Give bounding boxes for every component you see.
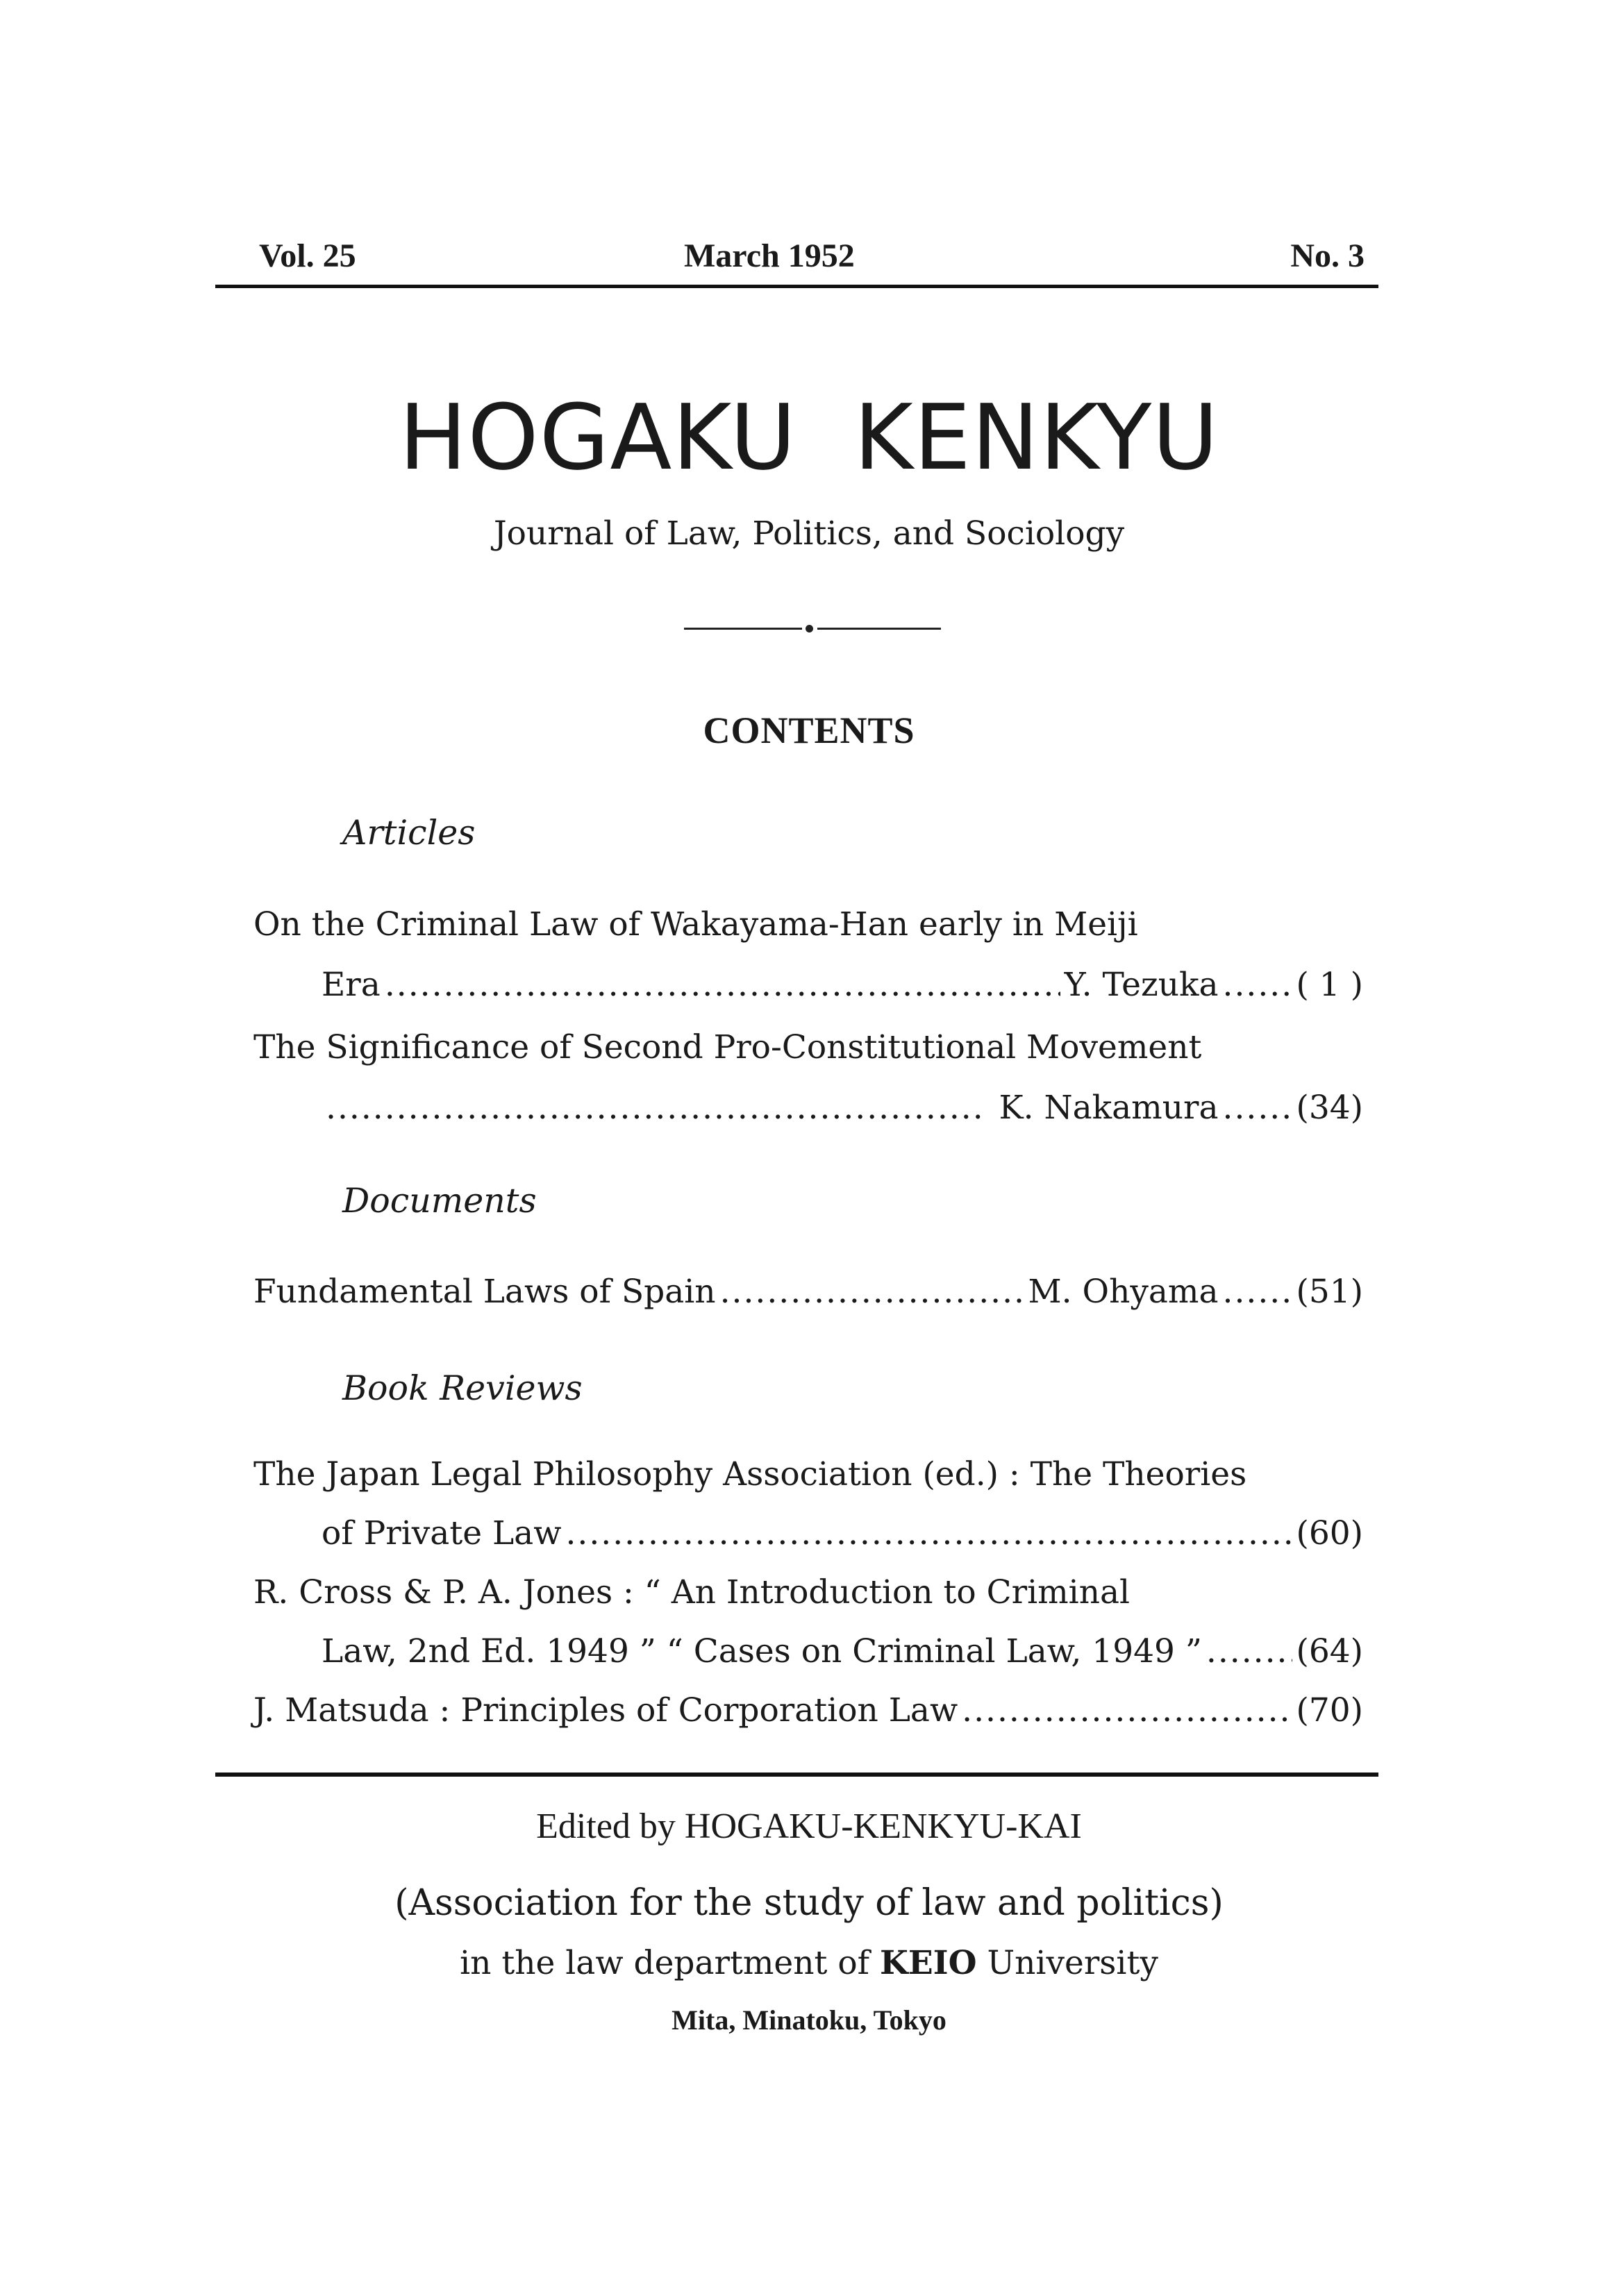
review-3-line1: J. Matsuda : Principles of Corporation Law (253, 1691, 958, 1729)
review-1-entry (322, 1514, 1363, 1552)
article-2-entry (322, 1089, 1363, 1127)
ornament-divider (684, 625, 941, 633)
edited-by-line (0, 1809, 1618, 1845)
section-heading-documents: Documents (342, 1181, 537, 1221)
article-1-author: Y. Tezuka (1064, 966, 1219, 1004)
leader-dots (1206, 1635, 1292, 1668)
review-2-line2: Law, 2nd Ed. 1949 ” “ Cases on Criminal Law, 1949 ” (322, 1632, 1202, 1670)
article-2-page: (34) (1296, 1089, 1363, 1127)
review-3-entry (253, 1691, 1363, 1729)
review-3-page: (70) (1296, 1691, 1363, 1729)
document-1-entry (253, 1273, 1363, 1311)
journal-title: HOGAKU KENKYU (399, 385, 1219, 490)
header-rule (215, 285, 1378, 288)
leader-dots (385, 969, 1060, 1001)
journal-subtitle: Journal of Law, Politics, and Sociology (493, 514, 1125, 553)
address-line: Mita, Minatoku, Tokyo (672, 2004, 946, 2036)
review-2-page: (64) (1296, 1632, 1363, 1670)
document-1-title: Fundamental Laws of Spain (253, 1273, 716, 1311)
leader-dots (720, 1275, 1024, 1308)
ornament-dot-icon (806, 625, 813, 632)
association-line: (Association for the study of law and politics) (394, 1882, 1224, 1924)
review-1-line1: The Japan Legal Philosophy Association (ed.) : The Theories (253, 1455, 1247, 1493)
issue-number: No. 3 (1290, 237, 1365, 274)
issue-date: March 1952 (684, 237, 855, 274)
section-heading-book-reviews: Book Reviews (342, 1368, 583, 1408)
document-1-author: M. Ohyama (1028, 1273, 1219, 1311)
article-1-title-line1: On the Criminal Law of Wakayama-Han early in Meiji (253, 905, 1138, 944)
leader-dots (1223, 969, 1292, 1001)
leader-dots (1223, 1275, 1292, 1308)
footer-rule (215, 1773, 1378, 1777)
article-1-entry (322, 966, 1363, 1004)
leader-dots (1223, 1091, 1292, 1124)
department-line (0, 1944, 1618, 1982)
article-1-title-line2: Era (322, 966, 381, 1004)
volume-number: Vol. 25 (259, 237, 356, 274)
section-heading-articles: Articles (342, 813, 476, 853)
edited-by-prefix: Edited by (536, 1807, 676, 1846)
review-2-line1: R. Cross & P. A. Jones : “ An Introduction to Criminal (253, 1573, 1131, 1611)
document-1-page: (51) (1296, 1273, 1363, 1311)
department-keio: KEIO (879, 1944, 977, 1982)
review-1-line2: of Private Law (322, 1514, 562, 1552)
edited-by-name: HOGAKU-KENKYU-KAI (684, 1807, 1082, 1846)
leader-dots (565, 1517, 1292, 1550)
department-prefix: in the law department of (460, 1944, 870, 1982)
department-suffix: University (987, 1944, 1158, 1982)
leader-dots (962, 1694, 1292, 1727)
review-1-page: (60) (1296, 1514, 1363, 1552)
article-1-page: ( 1 ) (1296, 966, 1363, 1004)
article-2-author: K. Nakamura (999, 1089, 1219, 1127)
article-2-title: The Significance of Second Pro-Constitutional Movement (253, 1028, 1202, 1066)
contents-heading: CONTENTS (703, 710, 915, 751)
review-2-entry (322, 1632, 1363, 1670)
leader-dots (326, 1091, 981, 1124)
